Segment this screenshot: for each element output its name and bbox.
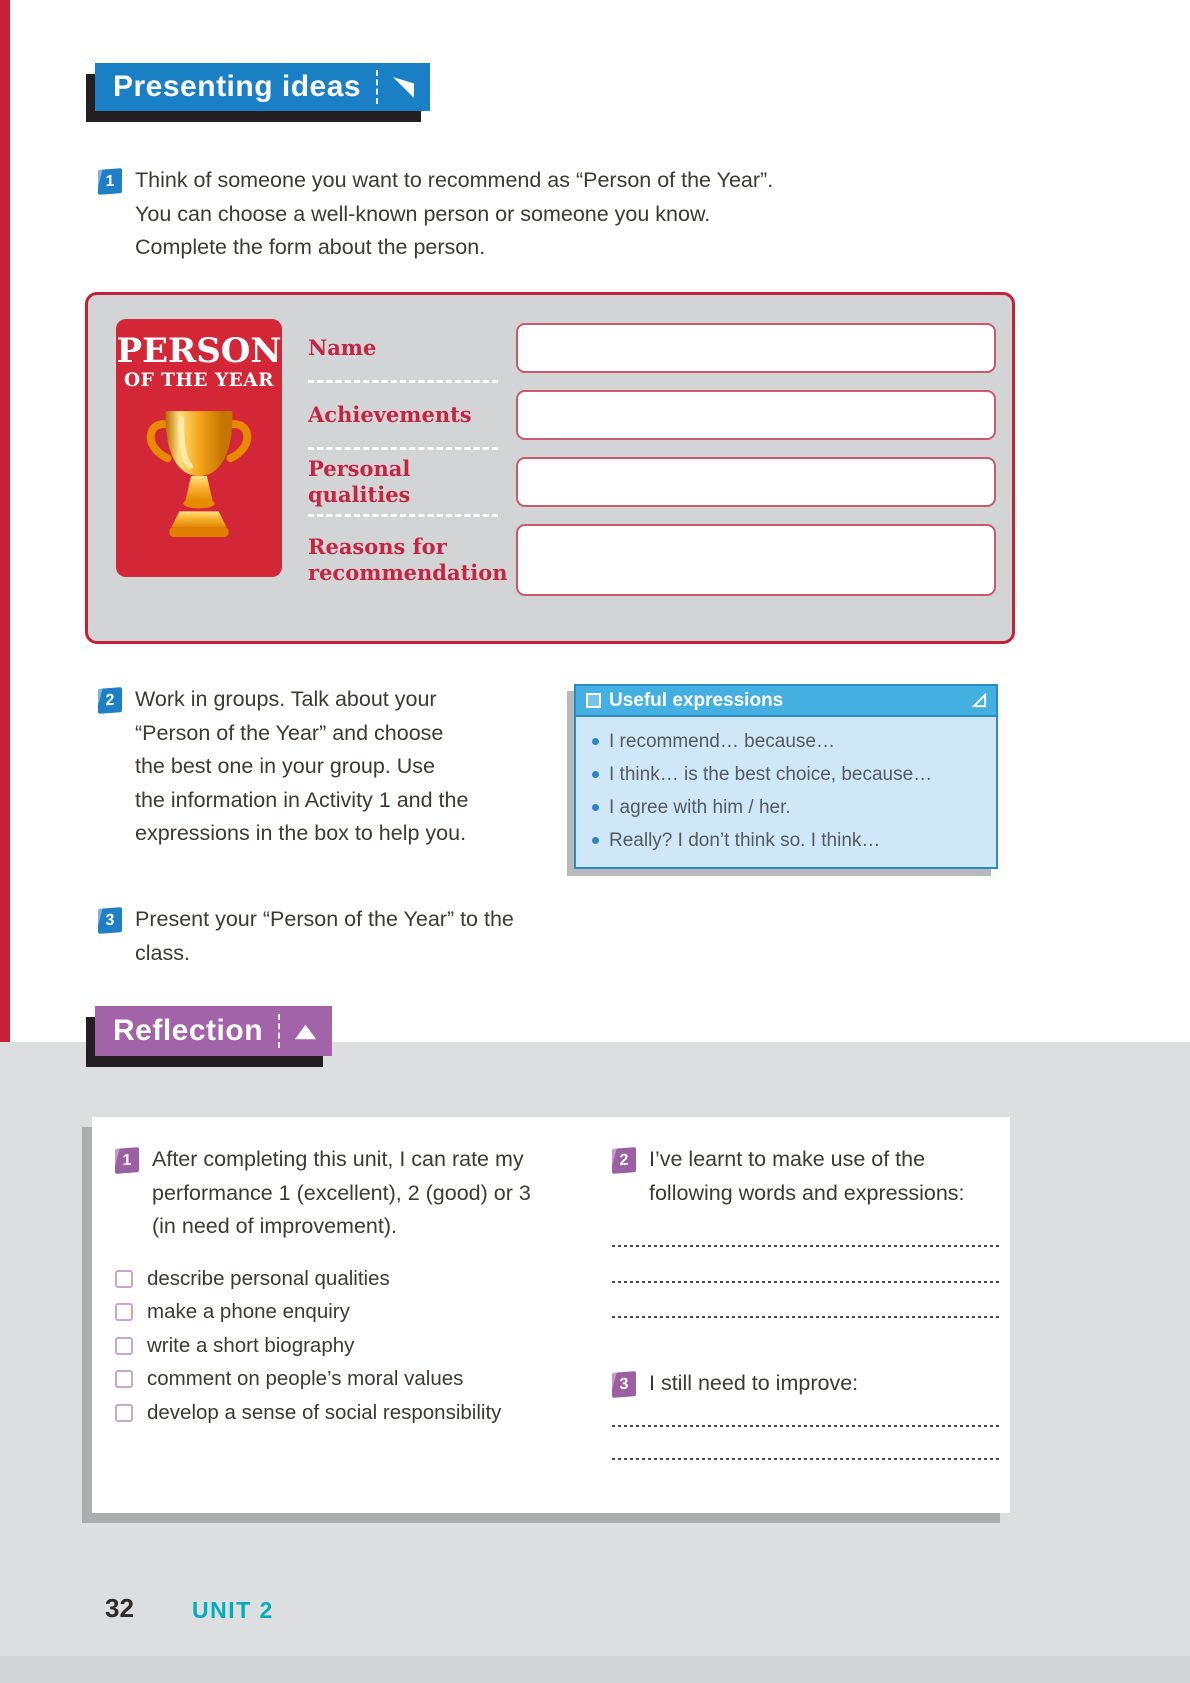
activity-3-text: Present your “Person of the Year” to the class.	[135, 907, 514, 965]
card-title-line1: PERSON	[116, 331, 282, 371]
activity-1-number-badge: 1	[98, 168, 122, 195]
personal-qualities-label: Personal qualities	[308, 456, 411, 507]
activity-2-number-badge: 2	[98, 687, 122, 714]
writing-line[interactable]	[612, 1425, 1000, 1427]
checkbox[interactable]	[115, 1270, 133, 1288]
activity-2-text: Work in groups. Talk about your “Person of the Year” and choose the best one in your group. Use the information in Activity 1 and the expressions in the box to help you.	[135, 687, 469, 845]
dashed-separator	[308, 447, 498, 450]
writing-line[interactable]	[612, 1316, 1000, 1318]
reflection-right-column	[612, 1117, 1000, 1513]
checklist-item-label: develop a sense of social responsibility	[147, 1400, 502, 1424]
checklist-item-label: make a phone enquiry	[147, 1300, 350, 1324]
writing-line[interactable]	[612, 1458, 1000, 1460]
personal-qualities-input[interactable]	[516, 457, 996, 507]
page-edge-strip	[0, 0, 10, 1158]
reflection-3-text: I still need to improve:	[649, 1371, 859, 1395]
checklist-row	[115, 1363, 501, 1397]
reflection-activity-1	[115, 1143, 575, 1244]
corner-triangle-icon	[971, 692, 988, 709]
form-row-name	[308, 325, 996, 371]
presenting-ideas-header	[95, 63, 430, 111]
checklist-row	[115, 1329, 501, 1363]
useful-expressions-title: Useful expressions	[609, 689, 784, 711]
checklist-item-label: write a short biography	[147, 1333, 355, 1357]
useful-expressions-box	[574, 684, 998, 869]
reasons-input[interactable]	[516, 524, 996, 596]
header-divider	[278, 1014, 280, 1048]
reflection-1-number-badge: 1	[115, 1147, 139, 1174]
checkbox[interactable]	[115, 1404, 133, 1422]
form-fields	[282, 319, 996, 617]
form-row-reasons	[308, 526, 996, 594]
checkbox[interactable]	[115, 1337, 133, 1355]
expression-item: Really? I don’t think so. I think…	[592, 824, 986, 857]
writing-line[interactable]	[612, 1281, 1000, 1283]
self-assessment-checklist	[115, 1262, 501, 1430]
reflection-activity-2	[612, 1143, 984, 1210]
name-label: Name	[308, 335, 377, 360]
triangle-up-icon	[293, 1019, 318, 1044]
useful-expressions-list	[576, 725, 996, 857]
expression-item: I recommend… because…	[592, 725, 986, 758]
checklist-item-label: comment on people’s moral values	[147, 1367, 464, 1391]
reflection-title: Reflection	[113, 1014, 264, 1047]
checkbox[interactable]	[115, 1303, 133, 1321]
person-of-the-year-form	[85, 292, 1015, 644]
checklist-row	[115, 1262, 501, 1296]
activity-1-text: Think of someone you want to recommend as “Person of the Year”. You can choose a well-known person or someone you know. Complete the form about the person.	[135, 168, 774, 259]
activity-2	[98, 683, 470, 851]
checklist-row	[115, 1396, 501, 1430]
writing-line[interactable]	[612, 1245, 1000, 1247]
achievements-label: Achievements	[308, 402, 472, 427]
expression-item: I think… is the best choice, because…	[592, 758, 986, 791]
achievements-input[interactable]	[516, 390, 996, 440]
page-bottom-band	[0, 1656, 1190, 1683]
reflection-2-number-badge: 2	[612, 1147, 636, 1174]
reasons-label: Reasons for recommendation	[308, 534, 508, 585]
name-input[interactable]	[516, 323, 996, 373]
trophy-icon	[140, 401, 258, 549]
square-icon	[586, 693, 601, 708]
checkbox[interactable]	[115, 1370, 133, 1388]
activity-1	[98, 164, 788, 265]
activity-3-number-badge: 3	[98, 907, 122, 934]
page-number: 32	[105, 1593, 134, 1623]
useful-expressions-header	[576, 686, 996, 717]
dashed-separator	[308, 380, 498, 383]
expression-item: I agree with him / her.	[592, 791, 986, 824]
reflection-2-text: I’ve learnt to make use of the following words and expressions:	[649, 1147, 965, 1205]
reflection-card	[92, 1117, 1010, 1513]
form-row-personal-qualities	[308, 456, 996, 507]
reflection-header	[95, 1006, 332, 1056]
dashed-separator	[308, 514, 498, 517]
header-divider	[376, 70, 378, 104]
form-row-achievements	[308, 392, 996, 438]
presenting-ideas-title: Presenting ideas	[113, 70, 362, 103]
person-of-the-year-card	[116, 319, 282, 577]
checklist-item-label: describe personal qualities	[147, 1266, 390, 1290]
reflection-activity-3	[612, 1367, 858, 1401]
reflection-1-text: After completing this unit, I can rate my performance 1 (excellent), 2 (good) or 3 (in need of improvement).	[152, 1147, 531, 1238]
unit-label: UNIT 2	[192, 1597, 274, 1623]
cursor-triangle-icon	[391, 75, 416, 100]
activity-3	[98, 903, 518, 970]
reflection-left-column	[115, 1143, 575, 1244]
card-title-line2: OF THE YEAR	[123, 370, 274, 391]
reflection-3-number-badge: 3	[612, 1371, 636, 1398]
checklist-row	[115, 1296, 501, 1330]
